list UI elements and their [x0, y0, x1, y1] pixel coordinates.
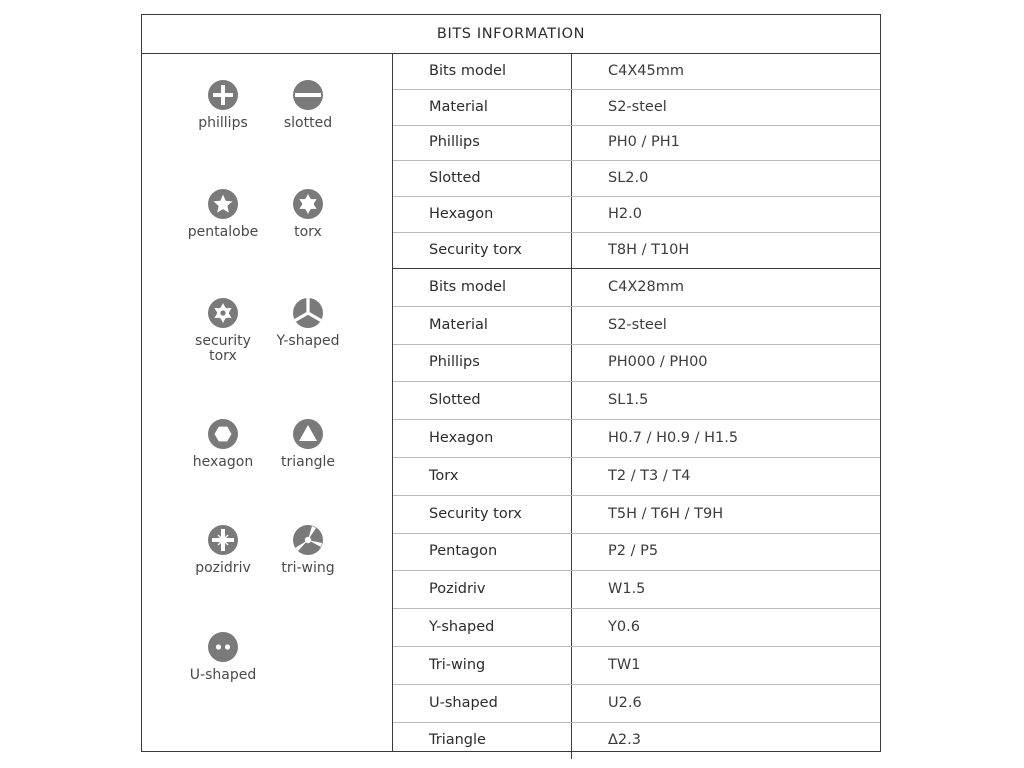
- u-shaped-icon: [207, 631, 239, 663]
- bit-type-label: pozidriv: [195, 560, 251, 576]
- spec-row: [393, 419, 880, 457]
- phillips-icon: [207, 79, 239, 111]
- group-divider: [393, 268, 880, 269]
- spec-key: Pentagon: [393, 533, 572, 571]
- spec-row: [393, 160, 880, 196]
- bit-type-label: Y-shaped: [276, 333, 340, 349]
- row-divider: [393, 381, 880, 382]
- spec-row: [393, 344, 880, 382]
- spec-value: P2 / P5: [608, 543, 659, 560]
- spec-key: Torx: [393, 457, 572, 495]
- spec-key: Security torx: [393, 232, 572, 268]
- spec-value: S2-steel: [608, 98, 667, 115]
- bit-type-label: pentalobe: [187, 224, 259, 240]
- spec-value: W1.5: [608, 581, 646, 598]
- spec-row: [393, 268, 880, 306]
- spec-table: [393, 53, 880, 751]
- spec-value: H2.0: [608, 206, 642, 223]
- pentalobe-icon: [207, 188, 239, 220]
- row-divider: [393, 125, 880, 126]
- spec-value: PH0 / PH1: [608, 134, 680, 151]
- triangle-icon: [292, 418, 324, 450]
- spec-value: T5H / T6H / T9H: [608, 505, 724, 522]
- spec-key: U-shaped: [393, 684, 572, 722]
- bit-type-label: tri-wing: [281, 560, 335, 576]
- security-torx-icon: [207, 297, 239, 329]
- bit-type-triangle: [258, 418, 358, 470]
- spec-key: Phillips: [393, 125, 572, 161]
- row-divider: [393, 684, 880, 685]
- spec-row: [393, 457, 880, 495]
- spec-key: Slotted: [393, 381, 572, 419]
- spec-value: T8H / T10H: [608, 241, 690, 258]
- spec-row: [393, 381, 880, 419]
- bit-type-slotted: [258, 79, 358, 131]
- bit-type-label: U-shaped: [189, 667, 257, 683]
- row-divider: [393, 89, 880, 90]
- bit-types-panel: [142, 53, 393, 751]
- spec-row: [393, 608, 880, 646]
- spec-row: [393, 89, 880, 125]
- row-divider: [393, 419, 880, 420]
- bit-type-label: torx: [294, 224, 322, 240]
- row-divider: [393, 457, 880, 458]
- bits-information-table: [141, 14, 881, 752]
- row-divider: [393, 722, 880, 723]
- hexagon-icon: [207, 418, 239, 450]
- spec-row: [393, 533, 880, 571]
- spec-value: T2 / T3 / T4: [608, 467, 691, 484]
- spec-value: S2-steel: [608, 316, 667, 333]
- spec-row: [393, 722, 880, 760]
- spec-value: SL1.5: [608, 392, 649, 409]
- spec-row: [393, 570, 880, 608]
- spec-key: Triangle: [393, 722, 572, 760]
- spec-key: Phillips: [393, 344, 572, 382]
- pozidriv-icon: [207, 524, 239, 556]
- spec-key: Bits model: [393, 268, 572, 306]
- bit-type-label: hexagon: [192, 454, 254, 470]
- bit-type-y-shaped: [258, 297, 358, 349]
- spec-value: TW1: [608, 656, 641, 673]
- spec-row: [393, 306, 880, 344]
- bit-type-label: security torx: [195, 333, 251, 364]
- row-divider: [393, 306, 880, 307]
- bit-type-u-shaped: [173, 631, 273, 683]
- row-divider: [393, 495, 880, 496]
- spec-value: Y0.6: [608, 619, 640, 636]
- row-divider: [393, 344, 880, 345]
- spec-key: Bits model: [393, 53, 572, 89]
- spec-row: [393, 646, 880, 684]
- slotted-icon: [292, 79, 324, 111]
- spec-value: C4X45mm: [608, 62, 684, 79]
- spec-value: U2.6: [608, 694, 642, 711]
- spec-value: PH000 / PH00: [608, 354, 708, 371]
- row-divider: [393, 646, 880, 647]
- bit-type-tri-wing: [258, 524, 358, 576]
- spec-key: Material: [393, 89, 572, 125]
- table-title: BITS INFORMATION: [142, 15, 880, 54]
- bit-type-label: phillips: [198, 115, 248, 131]
- spec-value: SL2.0: [608, 170, 649, 187]
- spec-value: C4X28mm: [608, 278, 684, 295]
- bit-type-label: triangle: [281, 454, 335, 470]
- spec-row: [393, 125, 880, 161]
- tri-wing-icon: [292, 524, 324, 556]
- row-divider: [393, 160, 880, 161]
- row-divider: [393, 570, 880, 571]
- spec-key: Material: [393, 306, 572, 344]
- row-divider: [393, 196, 880, 197]
- y-shaped-icon: [292, 297, 324, 329]
- spec-value: Δ2.3: [608, 732, 641, 749]
- spec-row: [393, 684, 880, 722]
- row-divider: [393, 533, 880, 534]
- spec-key: Hexagon: [393, 419, 572, 457]
- torx-icon: [292, 188, 324, 220]
- spec-value: H0.7 / H0.9 / H1.5: [608, 430, 739, 447]
- bit-type-label: slotted: [283, 115, 333, 131]
- spec-key: Hexagon: [393, 196, 572, 232]
- row-divider: [393, 232, 880, 233]
- spec-row: [393, 232, 880, 268]
- spec-key: Pozidriv: [393, 570, 572, 608]
- spec-key: Security torx: [393, 495, 572, 533]
- spec-row: [393, 196, 880, 232]
- row-divider: [393, 608, 880, 609]
- spec-row: [393, 495, 880, 533]
- spec-key: Y-shaped: [393, 608, 572, 646]
- bit-type-torx: [258, 188, 358, 240]
- spec-row: [393, 53, 880, 89]
- spec-key: Slotted: [393, 160, 572, 196]
- spec-key: Tri-wing: [393, 646, 572, 684]
